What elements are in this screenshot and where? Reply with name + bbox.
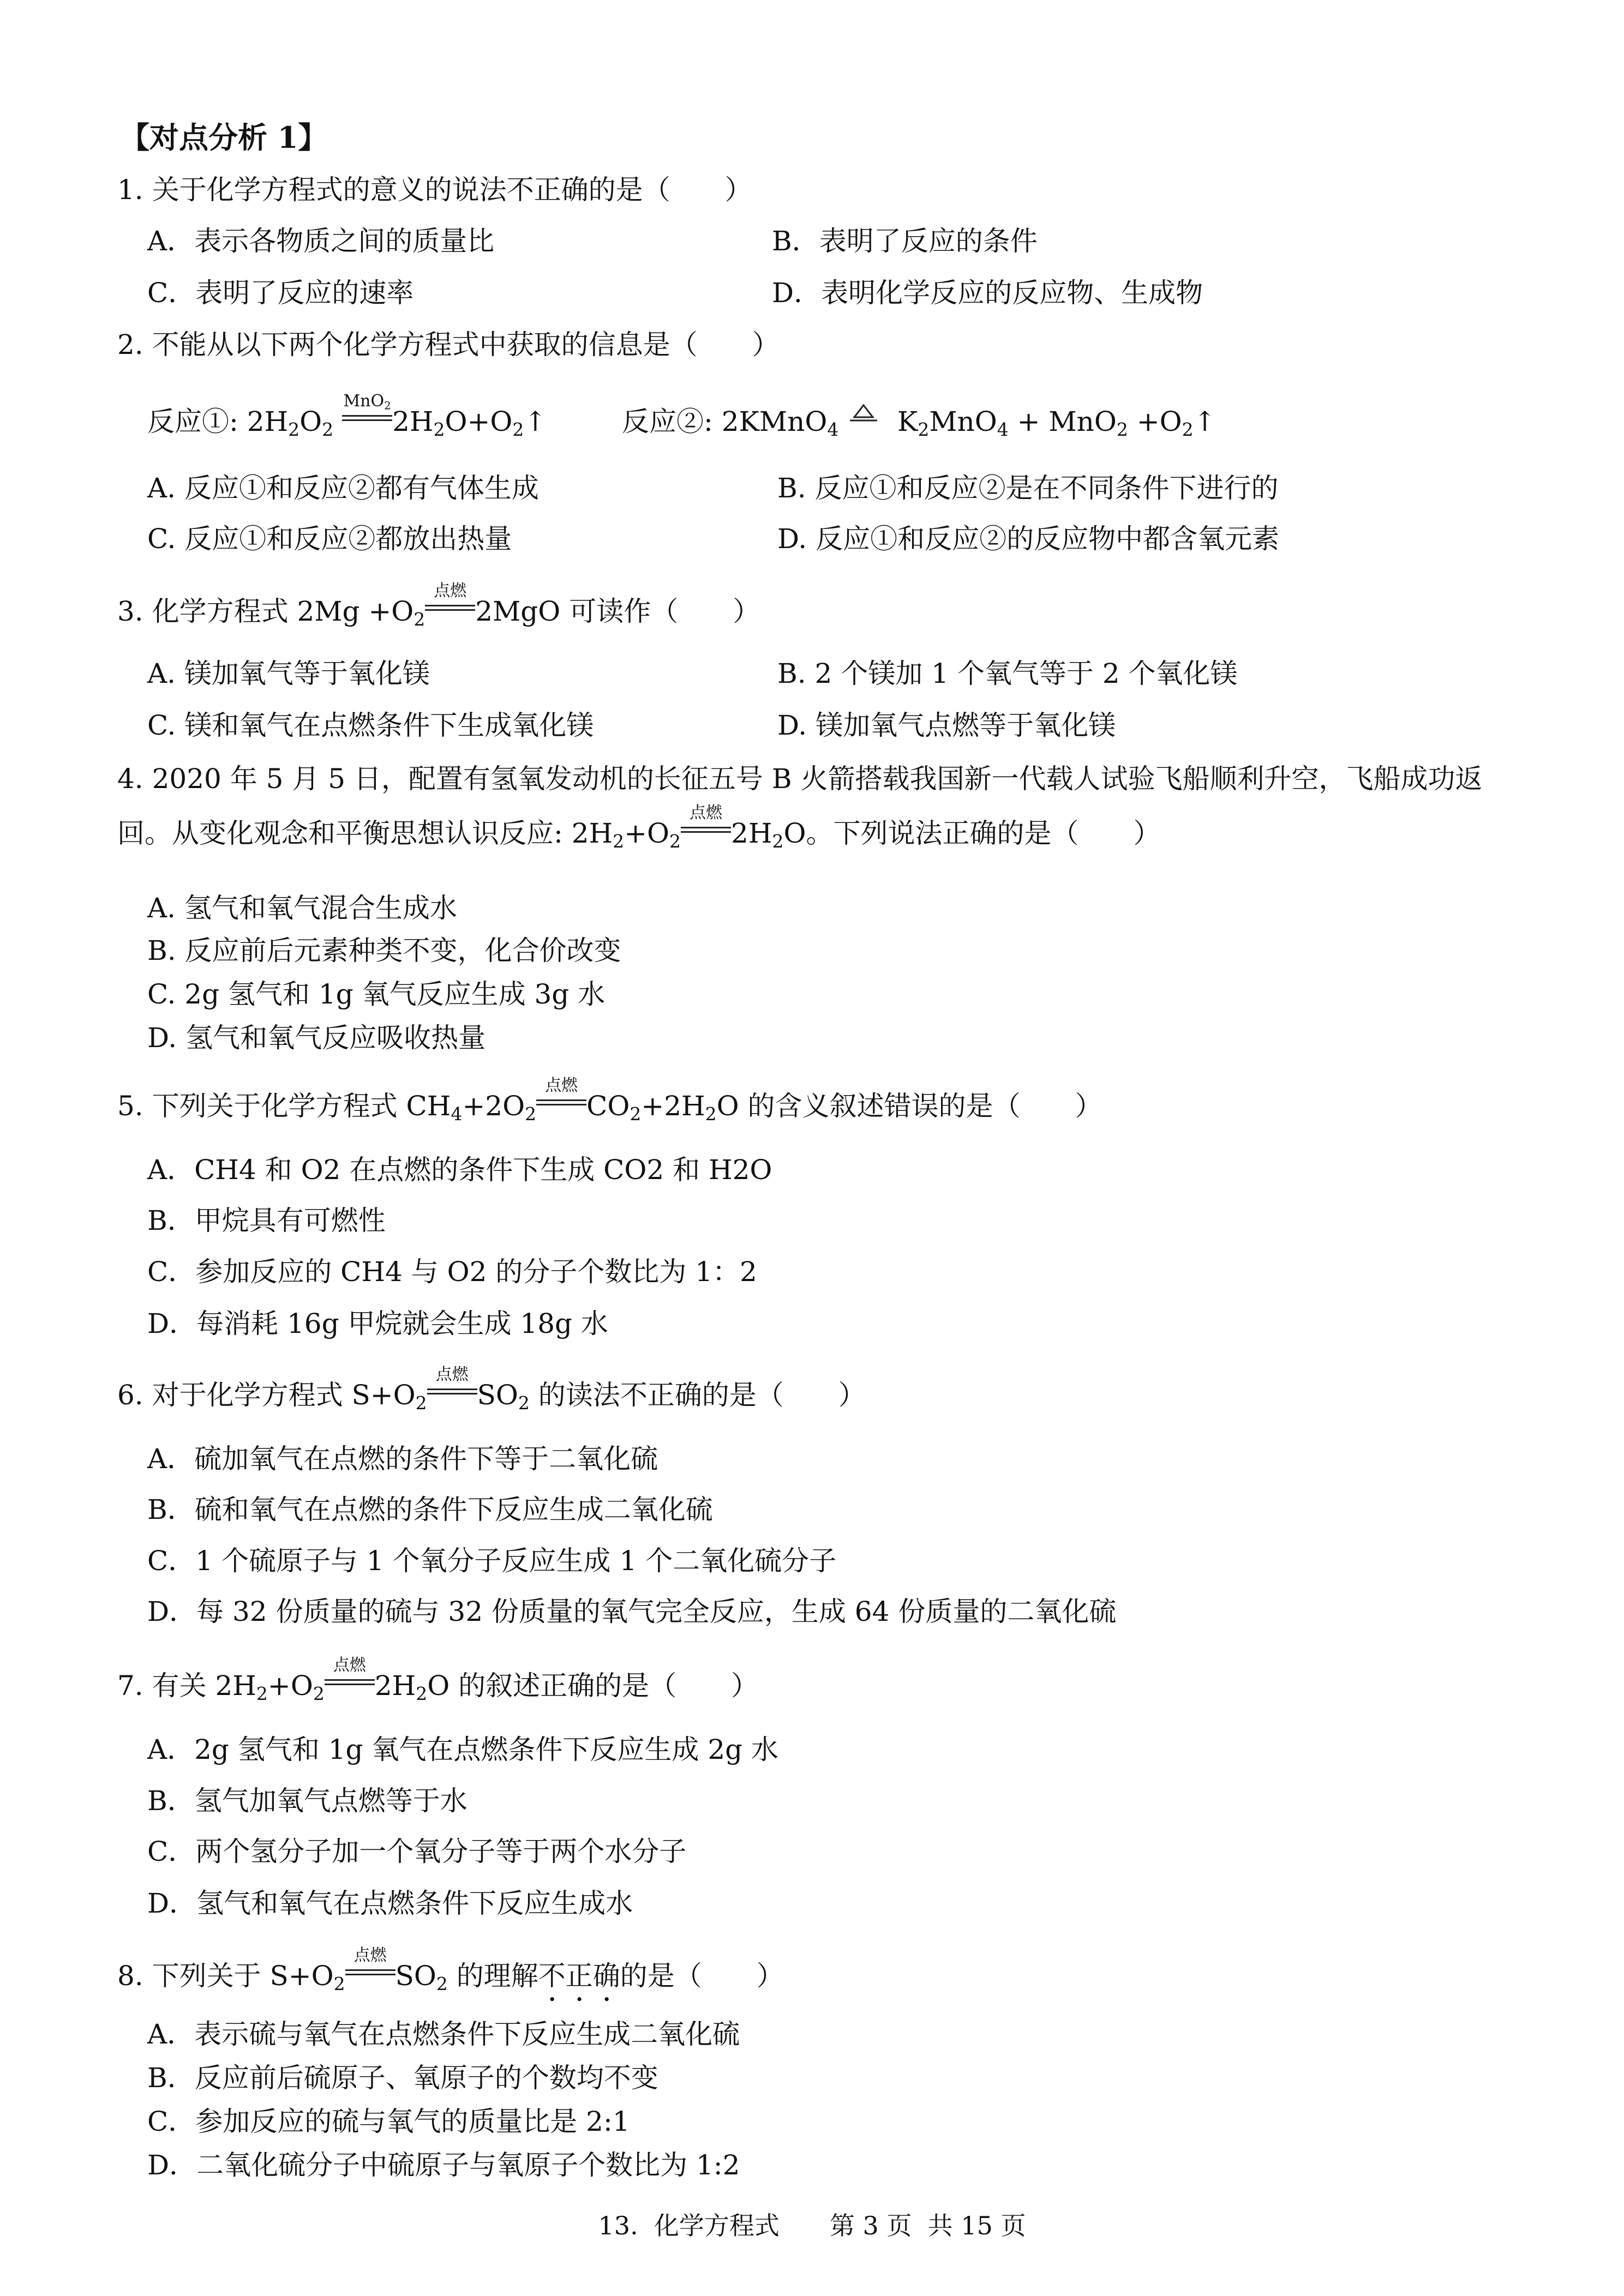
question-4-stem-post: 。下列说法正确的是（ ） (806, 818, 1161, 849)
question-3-option-a: A. 镁加氧气等于氧化镁 (147, 658, 430, 689)
question-4-stem: 4. 2020 年 5 月 5 日，配置有氢氧发动机的长征五号 B 火箭搭载我国新一代载人试验飞船顺利升空，飞船成功返回。从变化观念和平衡思想认识反应: $2H_2+O_2$ 点燃 $2H_2O$。下列说法正确的是（ ） (117, 763, 1483, 852)
question-5-option-a: A．CH4 和 O2 在点燃的条件下生成 CO2 和 H2O (147, 1154, 772, 1186)
reaction-condition-equals (536, 1076, 586, 1115)
emphasis-text: 不正确 (538, 1960, 620, 1992)
reaction-condition-equals (345, 1946, 395, 1985)
question-6-stem-post: 的读法不正确的是（ ） (529, 1379, 866, 1411)
question-4-option-c: C. 2g 氢气和 1g 氧气反应生成 3g 水 (147, 978, 606, 1010)
question-5-option-b: B．甲烷具有可燃性 (147, 1205, 386, 1236)
question-6-option-b: B．硫和氧气在点燃的条件下反应生成二氧化硫 (147, 1494, 713, 1525)
question-2-stem: 2. 不能从以下两个化学方程式中获取的信息是（ ） (117, 329, 780, 360)
question-7-stem-pre: 7. 有关 2H (117, 1670, 256, 1702)
question-6-stem-pre: 6. 对于化学方程式 S+O (117, 1379, 416, 1411)
reaction-condition-equals (681, 803, 731, 843)
question-7-option-b: B．氢气加氧气点燃等于水 (147, 1785, 468, 1817)
question-2-reaction-2: 反应②: 2KMnO$_4$ $K_2MnO_4 + MnO_2$ $+O_2↑$ (622, 404, 1216, 438)
reaction-condition: 点燃 (435, 1365, 469, 1385)
question-3-stem-pre: 3. 化学方程式 2Mg +O (117, 596, 414, 627)
question-8-stem: 8. 下列关于 $S+O_2$ 点燃 $SO_2$ 的理解不正确的是（ ） (117, 1946, 784, 1995)
question-8-option-a: A．表示硫与氧气在点燃条件下反应生成二氧化硫 (147, 2018, 740, 2050)
question-8-option-b: B．反应前后硫原子、氧原子的个数均不变 (147, 2062, 658, 2094)
question-2-reaction-1: 反应①: $2H_2O_2$ MnO$_2$ $2H_2O+O_2↑$ (147, 392, 547, 441)
reaction-condition-equals (425, 581, 475, 621)
reaction-2-label: 反应②: (622, 406, 722, 437)
question-8-option-c: C．参加反应的硫与氧气的质量比是 2:1 (147, 2106, 630, 2137)
question-8-option-d: D．二氧化硫分子中硫原子与氧原子个数比为 1:2 (147, 2149, 740, 2181)
question-4-option-a: A. 氢气和氧气混合生成水 (147, 892, 457, 924)
question-7-option-a: A．2g 氢气和 1g 氧气在点燃条件下反应生成 2g 水 (147, 1734, 779, 1765)
question-3-stem-post: 2MgO 可读作（ ） (475, 596, 760, 627)
question-5-option-d: D．每消耗 16g 甲烷就会生成 18g 水 (147, 1308, 608, 1339)
question-6-option-d: D．每 32 份质量的硫与 32 份质量的氧气完全反应，生成 64 份质量的二氧化硫 (147, 1596, 1117, 1627)
reaction-condition-equals (427, 1365, 477, 1404)
question-1-option-c: C．表明了反应的速率 (147, 277, 414, 309)
reaction-condition: 点燃 (434, 581, 467, 601)
question-1-option-d: D．表明化学反应的反应物、生成物 (772, 277, 1203, 309)
reaction-condition: 点燃 (545, 1076, 578, 1096)
question-5-stem-post: 的含义叙述错误的是（ ） (739, 1090, 1102, 1122)
question-3-option-d: D. 镁加氧气点燃等于氧化镁 (777, 710, 1116, 741)
question-1-option-b: B．表明了反应的条件 (772, 225, 1038, 257)
question-6-stem: 6. 对于化学方程式 $S+O_2$ 点燃 $SO_2$ 的读法不正确的是（ ） (117, 1365, 866, 1414)
heat-triangle-icon (847, 404, 880, 431)
question-2-option-d: D. 反应①和反应②的反应物中都含氧元素 (777, 523, 1280, 555)
reaction-condition-equals (325, 1656, 375, 1695)
question-7-stem: 7. 有关 $2H_2+O_2$ 点燃 $2H_2O$ 的叙述正确的是（ ） (117, 1656, 759, 1705)
page-footer: 13. 化学方程式 第 3 页 共 15 页 (598, 2211, 1026, 2240)
section-title: 【对点分析 1】 (120, 120, 328, 155)
question-1-stem: 1. 关于化学方程式的意义的说法不正确的是（ ） (117, 174, 752, 206)
question-7-option-d: D．氢气和氧气在点燃条件下反应生成水 (147, 1888, 633, 1919)
question-6-option-c: C．1 个硫原子与 1 个氧分子反应生成 1 个二氧化硫分子 (147, 1545, 837, 1577)
question-4-option-d: D. 氢气和氧气反应吸收热量 (147, 1022, 486, 1054)
question-2-option-c: C. 反应①和反应②都放出热量 (147, 523, 512, 555)
question-4-stem-pre: 4. 2020 年 5 月 5 日，配置有氢氧发动机的长征五号 B 火箭搭载我国新一代载人试验飞船顺利升空，飞船成功返回。从变化观念和平衡思想认识反应: 2H (117, 763, 1483, 849)
question-5-stem-pre: 5. 下列关于化学方程式 CH (117, 1090, 451, 1122)
question-6-option-a: A．硫加氧气在点燃的条件下等于二氧化硫 (147, 1443, 658, 1475)
question-3-stem: 3. 化学方程式 $2Mg +O_2$ 点燃 2MgO 可读作（ ） (117, 581, 760, 630)
question-5-option-c: C．参加反应的 CH4 与 O2 的分子个数比为 1：2 (147, 1256, 757, 1288)
question-8-stem-mid: 的理解 (447, 1960, 538, 1992)
question-4-option-b: B. 反应前后元素种类不变，化合价改变 (147, 935, 621, 966)
question-3-option-b: B. 2 个镁加 1 个氧气等于 2 个氧化镁 (777, 658, 1238, 689)
question-2-option-a: A. 反应①和反应②都有气体生成 (147, 472, 539, 504)
reaction-condition: 点燃 (333, 1656, 366, 1675)
question-7-option-c: C．两个氢分子加一个氧分子等于两个水分子 (147, 1836, 687, 1867)
reaction-condition: 点燃 (690, 803, 723, 823)
question-5-stem: 5. 下列关于化学方程式 $CH_4+2O_2$ 点燃 $CO_2+2H_2O$ 的含义叙述错误的是（ ） (117, 1076, 1102, 1125)
question-1-option-a: A．表示各物质之间的质量比 (147, 225, 495, 257)
question-2-option-b: B. 反应①和反应②是在不同条件下进行的 (777, 472, 1279, 504)
reaction-condition-equals (342, 392, 392, 431)
question-7-stem-post: 的叙述正确的是（ ） (450, 1670, 759, 1702)
reaction-condition: 点燃 (353, 1946, 387, 1966)
question-8-stem-pre: 8. 下列关于 S+O (117, 1960, 334, 1992)
question-3-option-c: C. 镁和氧气在点燃条件下生成氧化镁 (147, 710, 594, 741)
reaction-condition: MnO$_2$ (343, 392, 391, 412)
question-8-stem-post: 的是（ ） (620, 1960, 784, 1992)
reaction-1-label: 反应①: (147, 406, 247, 437)
